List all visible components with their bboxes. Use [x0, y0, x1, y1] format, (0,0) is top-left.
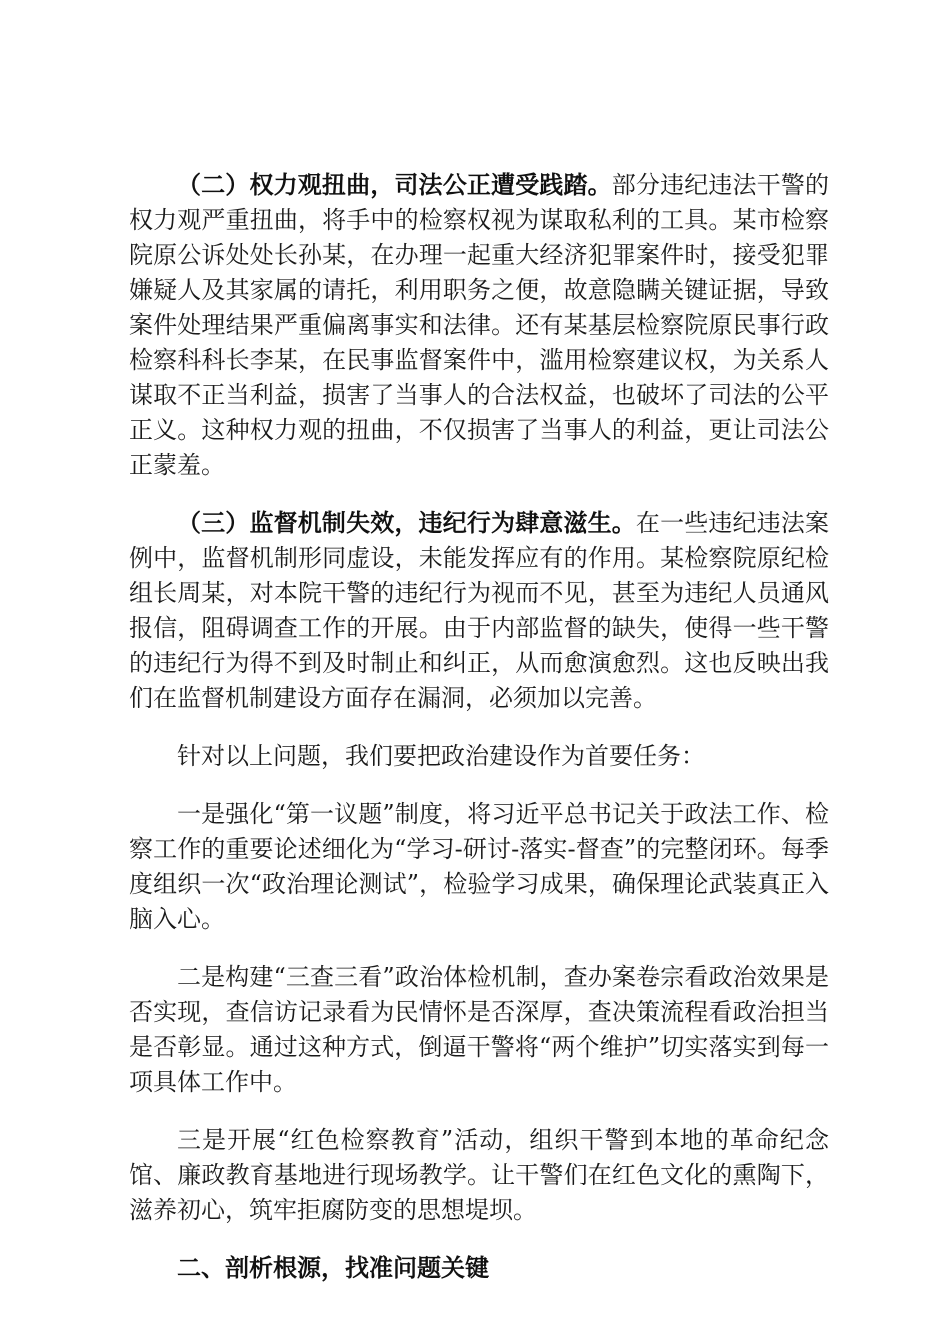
section-paragraph-3	[129, 506, 829, 716]
section-heading: 二、剖析根源，找准问题关键	[177, 1254, 489, 1282]
intro-paragraph: 针对以上问题，我们要把政治建设作为首要任务：	[177, 742, 705, 770]
section-paragraph-2	[129, 168, 829, 483]
measure-paragraph-1: 一是强化“第一议题”制度，将习近平总书记关于政法工作、检察工作的重要论述细化为“学习-研讨-落实-督查”的完整闭环。每季度组织一次“政治理论测试”，检验学习成果，确保理论武装真正入脑入心。	[129, 800, 829, 933]
section-lead-3: （三）监督机制失效，违纪行为肆意滋生。	[177, 509, 636, 537]
document-body	[129, 168, 829, 1286]
section-lead-2: （二）权力观扭曲，司法公正遭受践踏。	[177, 171, 612, 199]
section-body-2: 部分违纪违法干警的权力观严重扭曲，将手中的检察权视为谋取私利的工具。某市检察院原公诉处处长孙某，在办理一起重大经济犯罪案件时，接受犯罪嫌疑人及其家属的请托，利用职务之便，故意隐瞒关键证据，导致案件处理结果严重偏离事实和法律。还有某基层检察院原民事行政检察科科长李某，在民事监督案件中，滥用检察建议权，为关系人谋取不正当利益，损害了当事人的合法权益，也破坏了司法的公平正义。这种权力观的扭曲，不仅损害了当事人的利益，更让司法公正蒙羞。	[129, 171, 830, 479]
measure-paragraph-3: 三是开展“红色检察教育”活动，组织干警到本地的革命纪念馆、廉政教育基地进行现场教学。让干警们在红色文化的熏陶下，滋养初心，筑牢拒腐防变的思想堤坝。	[129, 1126, 829, 1224]
measure-paragraph-2: 二是构建“三查三看”政治体检机制，查办案卷宗看政治效果是否实现，查信访记录看为民情怀是否深厚，查决策流程看政治担当是否彰显。通过这种方式，倒逼干警将“两个维护”切实落实到每一项具体工作中。	[129, 963, 829, 1096]
section-body-3: 在一些违纪违法案例中，监督机制形同虚设，未能发挥应有的作用。某检察院原纪检组长周某，对本院干警的违纪行为视而不见，甚至为违纪人员通风报信，阻碍调查工作的开展。由于内部监督的缺失，使得一些干警的违纪行为得不到及时制止和纠正，从而愈演愈烈。这也反映出我们在监督机制建设方面存在漏洞，必须加以完善。	[129, 509, 829, 712]
